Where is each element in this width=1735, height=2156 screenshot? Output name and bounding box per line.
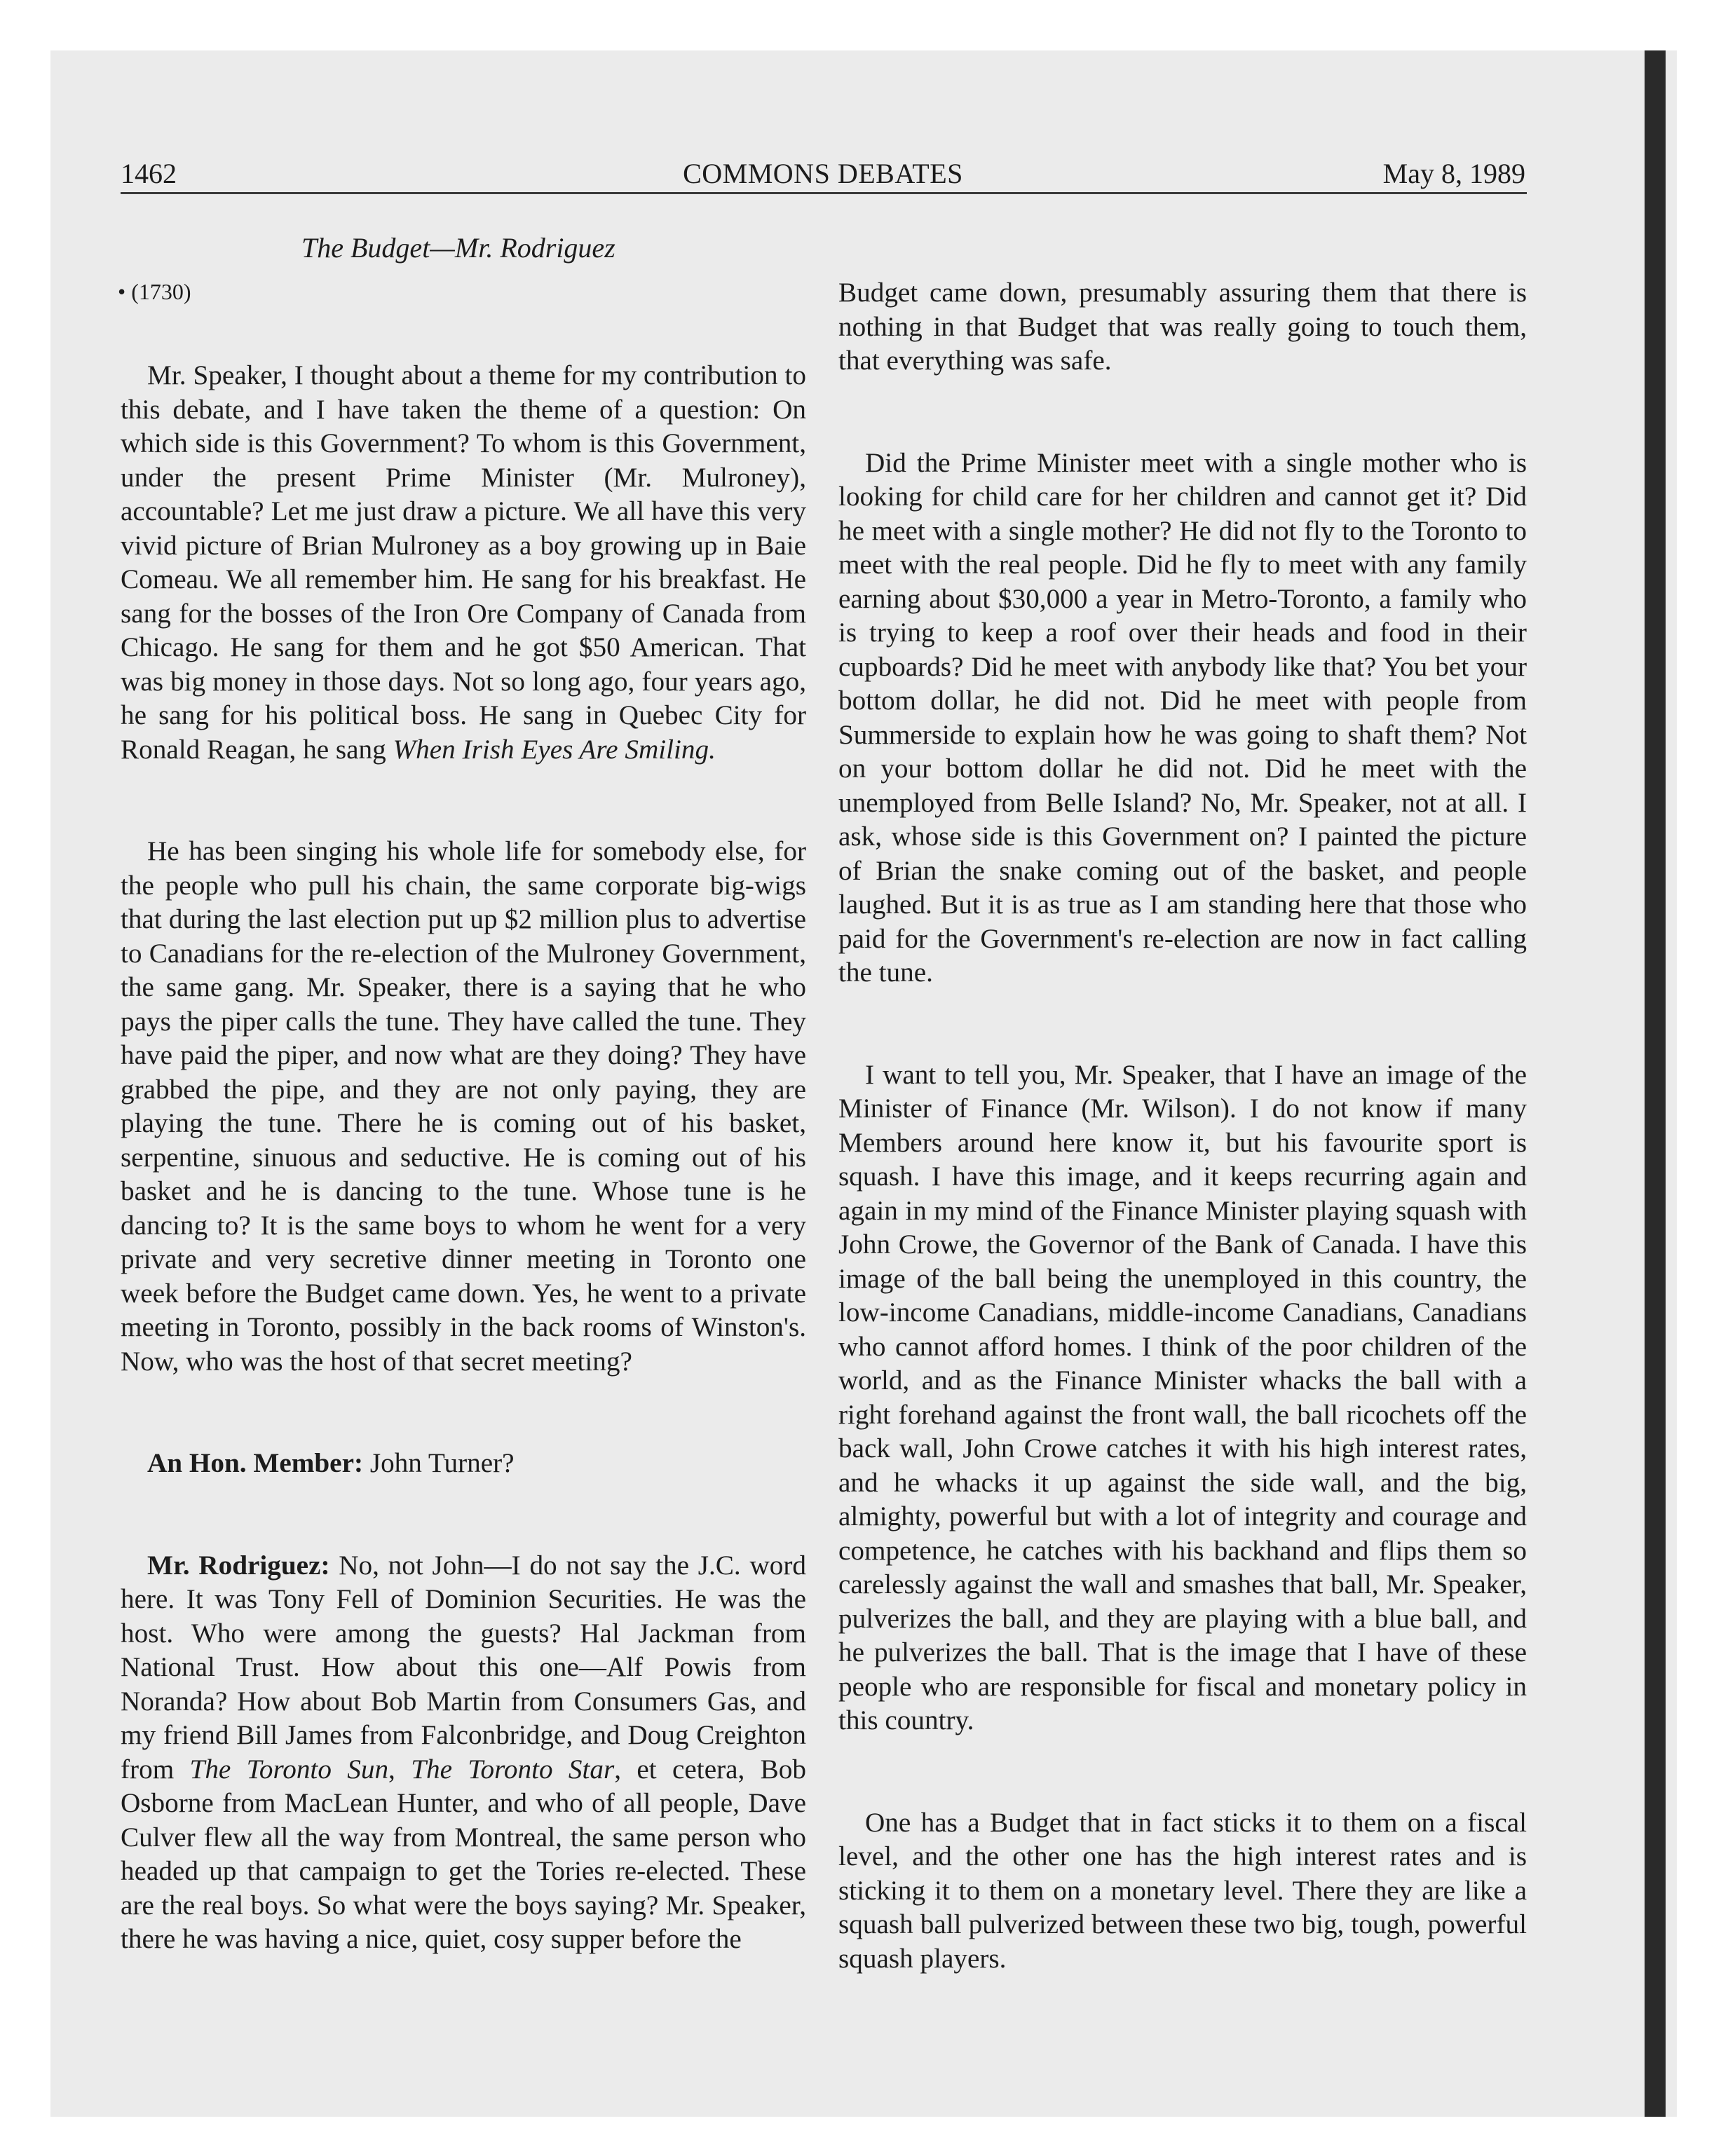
paragraph: I want to tell you, Mr. Speaker, that I have an image of the Minister of Finance (Mr. Wilson). I do not know if many Members around here know it, but his favourite sport is squash. I have this image, and it keeps recurring again and again in my mind of the Finance Minister playing squash with John Crowe, the Governor of the Bank of Canada. I have this image of the ball being the unemployed in this country, the low-income Canadians, middle-income Canadians, Canadians who cannot afford homes. I think of the poor children of the world, and as the Finance Minister whacks the ball with a right forehand against the front wall, the ball ricochets off the back wall, John Crowe catches it with his high interest rates, and he whacks it up against the side wall, and the big, almighty, powerful but with a lot of integrity and courage and competence, he catches with his backhand and flips them so carelessly against the wall and smashes that ball, Mr. Speaker, pulverizes the ball, and they are playing with a blue ball, and he pulverizes the ball. That is the image that I have of these people who are responsible for fiscal and monetary policy in this country.	[838, 1059, 1527, 1735]
separator: ,	[388, 1754, 411, 1785]
paragraph-text: John Turner?	[363, 1448, 515, 1478]
publication-name: The Toronto Star	[411, 1754, 615, 1785]
paragraph: He has been singing his whole life for somebody else, for the people who pull his chain, the same corporate big-wigs that during the last election put up $2 million plus to advertise to Canadians for the re-election of the Mulroney Government, the same gang. Mr. Speaker, there is a saying that he who pays the piper calls the tune. They have called the tune. They have paid the piper, and now what are they doing? They have grabbed the pipe, and they are not only paying, they are playing the tune. There he is coming out of his basket, serpentine, sinuous and seductive. He is coming out of his basket and he is dancing to the tune. Whose tune is he dancing to? It is the same boys to whom he went for a very private and very secretive dinner meeting in Toronto one week before the Budget came down. Yes, he went to a private meeting in Toronto, possibly in the back rooms of Winston's. Now, who was the host of that secret meeting?	[121, 836, 806, 1377]
publication-title: COMMONS DEBATES	[683, 158, 963, 189]
right-column	[838, 276, 1527, 1976]
paragraph: Did the Prime Minister meet with a single mother who is looking for child care for her children and cannot get it? Did he meet with a single mother? He did not fly to the Toronto to meet with the real people. Did he fly to meet with any family earning about $30,000 a year in Metro-Toronto, a family who is trying to keep a roof over their heads and food in their cupboards? Did he meet with anybody like that? You bet your bottom dollar, he did not. Did he meet with people from Summerside to explain how he was going to shaft them? Not on your bottom dollar he did not. Did he meet with the unemployed from Belle Island? No, Mr. Speaker, not at all. I ask, whose side is this Government on? I painted the picture of Brian the snake coming out of the basket, and people laughed. But it is as true as I am standing here that those who paid for the Government's re-election are now in fact calling the tune.	[838, 447, 1527, 988]
left-column	[121, 359, 806, 1957]
speaker-label: An Hon. Member:	[147, 1448, 364, 1478]
paragraph	[121, 1447, 806, 1481]
paragraph	[121, 1549, 806, 1957]
page-header	[121, 151, 1525, 193]
publication-name: The Toronto Sun	[189, 1754, 389, 1785]
paragraph-text: Mr. Speaker, I thought about a theme for my contribution to this debate, and I have taken the theme of a question: On which side is this Government? To whom is this Government, under the present Prime Minister (Mr. Mulroney), accountable? Let me just draw a picture. We all have this very vivid picture of Brian Mulroney as a boy growing up in Baie Comeau. We all remember him. He sang for his breakfast. He sang for the bosses of the Iron Ore Company of Canada from Chicago. He sang for them and he got $50 American. That was big money in those days. Not so long ago, four years ago, he sang for his political boss. He sang in Quebec City for Ronald Reagan, he sang	[121, 360, 806, 765]
running-head: The Budget—Mr. Rodriguez	[301, 232, 615, 264]
paragraph	[121, 359, 806, 767]
speaker-label: Mr. Rodriguez:	[147, 1550, 330, 1581]
paragraph: Budget came down, presumably assuring them that there is nothing in that Budget that was really going to touch them, that everything was safe.	[838, 278, 1527, 376]
header-rule	[121, 192, 1527, 194]
time-marker: • (1730)	[118, 279, 191, 304]
paragraph-text: , et cetera, Bob Osborne from MacLean Hunter, and who of all people, Dave Culver flew all the way from Montreal, the same person who headed up that campaign to get the Tories re-elected. These are the real boys. So what were the boys saying? Mr. Speaker, there he was having a nice, quiet, cosy supper before the	[121, 1754, 806, 1954]
paragraph-text: No, not John—I do not say the J.C. word here. It was Tony Fell of Dominion Securities. He was the host. Who were among the guests? Hal Jackman from National Trust. How about this one—Alf Powis from Noranda? How about Bob Martin from Consumers Gas, and my friend Bill James from Falconbridge, and Doug Creighton from	[121, 1550, 806, 1785]
publication-date: May 8, 1989	[1382, 158, 1525, 189]
song-title: When Irish Eyes Are Smiling.	[393, 734, 716, 765]
scan-edge-bar	[1645, 50, 1666, 2117]
paragraph: One has a Budget that in fact sticks it to them on a fiscal level, and the other one has the high interest rates and is sticking it to them on a monetary level. There they are like a squash ball pulverized between these two big, tough, powerful squash players.	[838, 1807, 1527, 1974]
page-number: 1462	[121, 158, 177, 189]
